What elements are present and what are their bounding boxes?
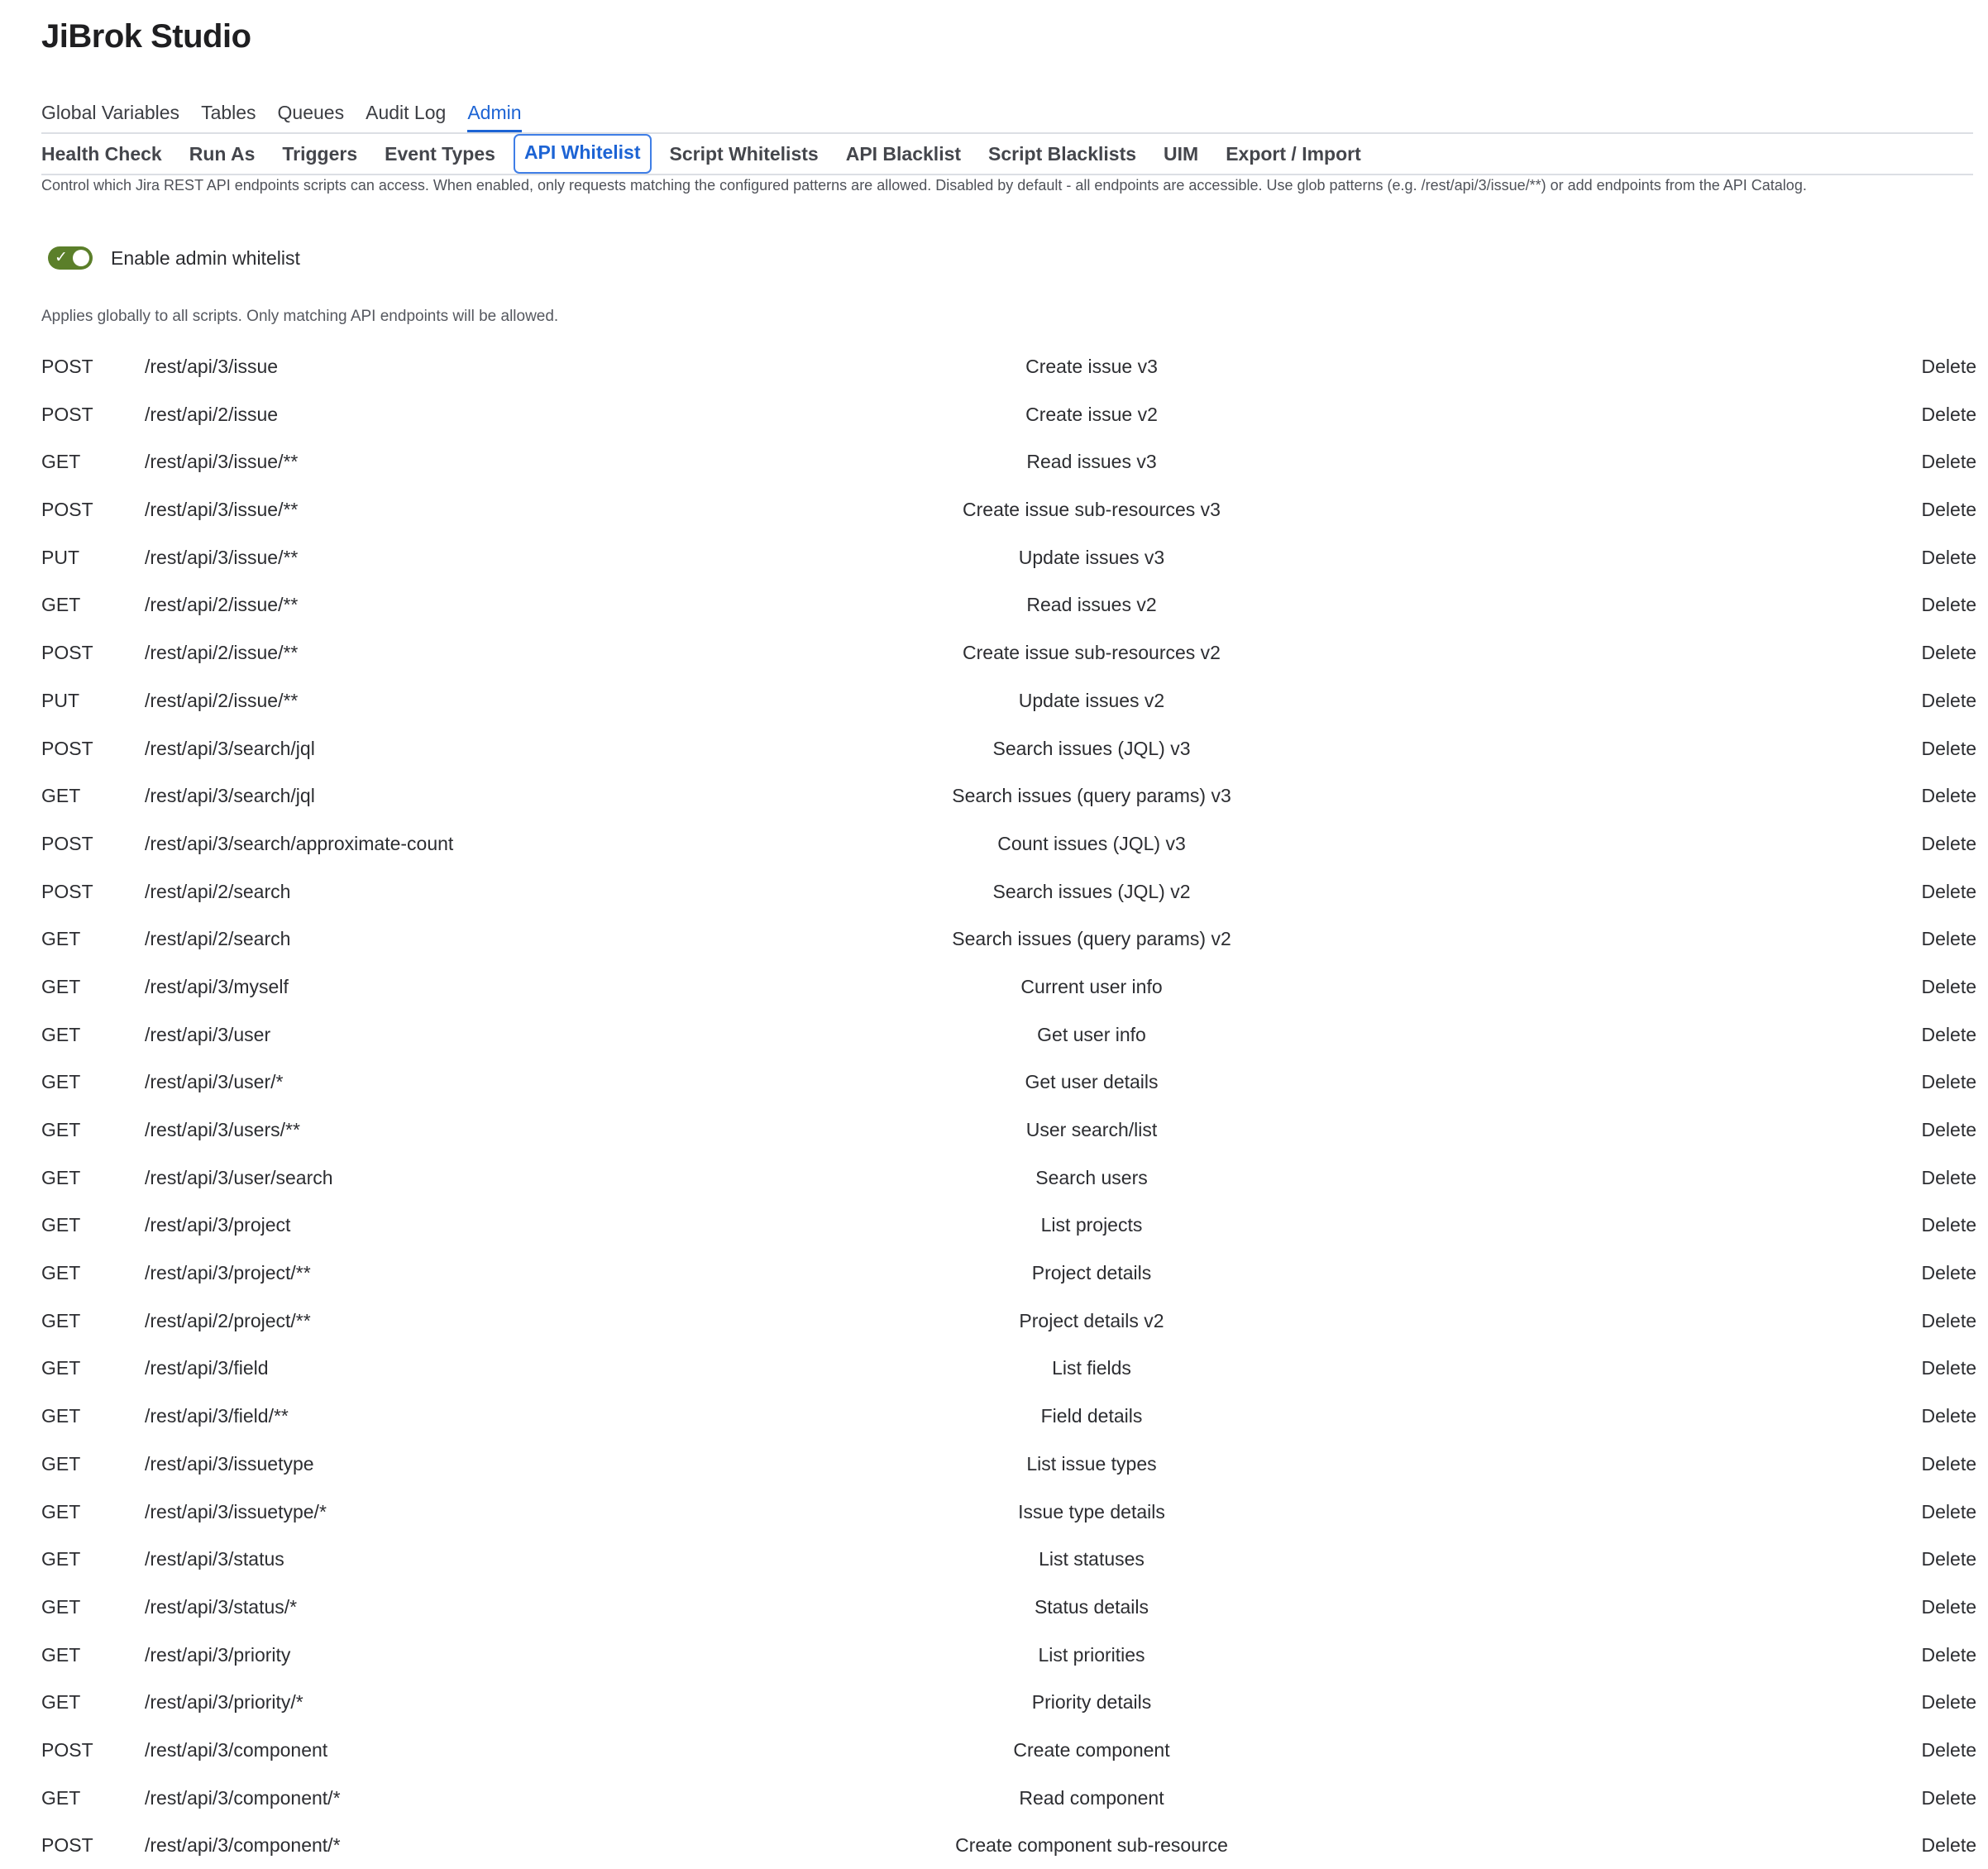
delete-button[interactable]: Delete: [1921, 928, 1976, 950]
subtab-run-as[interactable]: Run As: [189, 143, 256, 165]
endpoint-method: GET: [41, 975, 81, 997]
endpoint-path: /rest/api/3/component: [145, 1738, 328, 1761]
endpoint-path: /rest/api/3/component/*: [145, 1834, 341, 1857]
endpoint-method: POST: [41, 642, 93, 664]
endpoint-row: [41, 1678, 1976, 1726]
endpoint-path: /rest/api/3/field/**: [145, 1405, 289, 1427]
scope-note: Applies globally to all scripts. Only matching API endpoints will be allowed.: [41, 308, 559, 325]
endpoint-row: [41, 963, 1976, 1011]
endpoint-path: /rest/api/2/search: [145, 928, 291, 950]
endpoint-method: PUT: [41, 689, 79, 711]
endpoint-path: /rest/api/3/project/**: [145, 1262, 311, 1284]
endpoint-path: /rest/api/3/search/jql: [145, 785, 315, 807]
endpoint-row: [41, 1535, 1976, 1583]
subtab-event-types[interactable]: Event Types: [385, 143, 495, 165]
delete-button[interactable]: Delete: [1921, 451, 1976, 473]
endpoint-row: [41, 1154, 1976, 1202]
endpoint-method: GET: [41, 1357, 81, 1379]
endpoint-method: GET: [41, 1500, 81, 1522]
endpoint-description: Get user details: [1025, 1071, 1159, 1093]
endpoint-method: GET: [41, 1786, 81, 1809]
endpoint-description: Read issues v3: [1026, 451, 1157, 473]
endpoint-path: /rest/api/3/myself: [145, 975, 289, 997]
endpoint-list: [41, 342, 1976, 1869]
endpoint-method: GET: [41, 1405, 81, 1427]
delete-button[interactable]: Delete: [1921, 689, 1976, 711]
endpoint-path: /rest/api/3/users/**: [145, 1119, 300, 1140]
endpoint-description: Get user info: [1037, 1023, 1146, 1045]
endpoint-description: Count issues (JQL) v3: [997, 832, 1186, 854]
endpoint-method: POST: [41, 1738, 93, 1761]
endpoint-row: [41, 1344, 1976, 1392]
endpoint-path: /rest/api/3/issue/**: [145, 451, 299, 473]
endpoint-path: /rest/api/3/search/approximate-count: [145, 832, 454, 854]
endpoint-description: Create issue sub-resources v2: [963, 642, 1221, 664]
endpoint-row: [41, 868, 1976, 915]
endpoint-row: [41, 820, 1976, 868]
endpoint-row: [41, 1249, 1976, 1297]
delete-button[interactable]: Delete: [1921, 1357, 1976, 1379]
endpoint-method: POST: [41, 832, 93, 854]
delete-button[interactable]: Delete: [1921, 975, 1976, 997]
tab-tables[interactable]: Tables: [201, 102, 256, 123]
endpoint-path: /rest/api/3/user/*: [145, 1071, 284, 1093]
endpoint-row: [41, 1011, 1976, 1059]
endpoint-description: Field details: [1040, 1405, 1143, 1427]
endpoint-path: /rest/api/3/issue: [145, 356, 279, 377]
delete-button[interactable]: Delete: [1921, 1023, 1976, 1045]
endpoint-row: [41, 485, 1976, 533]
tab-audit-log[interactable]: Audit Log: [366, 102, 447, 123]
delete-button[interactable]: Delete: [1921, 642, 1976, 664]
endpoint-method: GET: [41, 1119, 81, 1140]
endpoint-row: [41, 1106, 1976, 1154]
endpoint-row: [41, 390, 1976, 438]
endpoint-method: GET: [41, 785, 81, 807]
endpoint-description: List statuses: [1039, 1548, 1145, 1570]
endpoint-path: /rest/api/3/project: [145, 1214, 291, 1236]
subtab-script-whitelists[interactable]: Script Whitelists: [669, 143, 819, 165]
endpoint-row: [41, 915, 1976, 963]
endpoint-description: Issue type details: [1018, 1500, 1165, 1522]
delete-button[interactable]: Delete: [1921, 1452, 1976, 1475]
delete-button[interactable]: Delete: [1921, 1834, 1976, 1857]
delete-button[interactable]: Delete: [1921, 1214, 1976, 1236]
enable-whitelist-toggle[interactable]: [48, 246, 93, 270]
tab-queues[interactable]: Queues: [277, 102, 345, 123]
primary-tabs: [41, 98, 1973, 134]
endpoint-method: POST: [41, 356, 93, 377]
endpoint-method: GET: [41, 594, 81, 616]
endpoint-description: List projects: [1040, 1214, 1143, 1236]
endpoint-row: [41, 533, 1976, 581]
endpoint-description: Current user info: [1020, 975, 1163, 997]
endpoint-row: [41, 1821, 1976, 1869]
endpoint-row: [41, 1058, 1976, 1106]
endpoint-method: GET: [41, 1023, 81, 1045]
endpoint-method: GET: [41, 928, 81, 950]
endpoint-description: Search issues (query params) v2: [952, 928, 1231, 950]
endpoint-method: GET: [41, 1452, 81, 1475]
toggle-label: Enable admin whitelist: [111, 246, 300, 269]
endpoint-row: [41, 1774, 1976, 1822]
endpoint-description: User search/list: [1025, 1119, 1158, 1140]
delete-button[interactable]: Delete: [1921, 1166, 1976, 1188]
endpoint-method: GET: [41, 1214, 81, 1236]
toggle-knob: [73, 250, 89, 266]
delete-button[interactable]: Delete: [1921, 1405, 1976, 1427]
delete-button[interactable]: Delete: [1921, 785, 1976, 807]
endpoint-path: /rest/api/3/user/search: [145, 1166, 333, 1188]
subtab-triggers[interactable]: Triggers: [282, 143, 358, 165]
endpoint-description: Project details v2: [1019, 1309, 1164, 1331]
endpoint-method: GET: [41, 1166, 81, 1188]
endpoint-path: /rest/api/2/issue: [145, 403, 279, 425]
endpoint-description: Search issues (query params) v3: [952, 785, 1231, 807]
endpoint-description: Search issues (JQL) v2: [992, 880, 1191, 902]
subtab-export-import[interactable]: Export / Import: [1226, 143, 1361, 165]
endpoint-path: /rest/api/3/user: [145, 1023, 271, 1045]
delete-button[interactable]: Delete: [1921, 880, 1976, 902]
endpoint-description: Create issue v2: [1025, 403, 1158, 425]
endpoint-row: [41, 1201, 1976, 1249]
delete-button[interactable]: Delete: [1921, 1738, 1976, 1761]
subtab-uim[interactable]: UIM: [1164, 143, 1199, 165]
delete-button[interactable]: Delete: [1921, 356, 1976, 377]
endpoint-description: Read issues v2: [1026, 594, 1157, 616]
endpoint-description: Create issue sub-resources v3: [963, 499, 1221, 521]
endpoint-description: List priorities: [1038, 1643, 1145, 1666]
endpoint-path: /rest/api/2/issue/**: [145, 594, 299, 616]
endpoint-path: /rest/api/3/component/*: [145, 1786, 341, 1809]
endpoint-method: GET: [41, 1071, 81, 1093]
delete-button[interactable]: Delete: [1921, 1595, 1976, 1618]
endpoint-description: Search issues (JQL) v3: [992, 737, 1191, 759]
endpoint-description: Read component: [1019, 1786, 1164, 1809]
endpoint-description: Create issue v3: [1025, 356, 1158, 377]
delete-button[interactable]: Delete: [1921, 403, 1976, 425]
endpoint-description: Update issues v2: [1018, 689, 1165, 711]
delete-button[interactable]: Delete: [1921, 1500, 1976, 1522]
subtab-api-whitelist[interactable]: API Whitelist: [514, 134, 652, 174]
delete-button[interactable]: Delete: [1921, 1309, 1976, 1331]
app-title: JiBrok Studio: [41, 18, 251, 55]
endpoint-method: PUT: [41, 546, 79, 568]
endpoint-method: GET: [41, 1643, 81, 1666]
delete-button[interactable]: Delete: [1921, 1119, 1976, 1140]
admin-subtabs: [41, 134, 1973, 175]
endpoint-path: /rest/api/2/project/**: [145, 1309, 311, 1331]
delete-button[interactable]: Delete: [1921, 546, 1976, 568]
endpoint-description: Create component: [1013, 1738, 1170, 1761]
endpoint-path: /rest/api/3/status/*: [145, 1595, 298, 1618]
endpoint-path: /rest/api/3/issuetype/*: [145, 1500, 327, 1522]
endpoint-description: Status details: [1034, 1595, 1149, 1618]
endpoint-row: [41, 1631, 1976, 1679]
endpoint-description: Create component sub-resource: [955, 1834, 1228, 1857]
endpoint-path: /rest/api/3/priority: [145, 1643, 291, 1666]
subtab-health-check[interactable]: Health Check: [41, 143, 162, 165]
endpoint-row: [41, 1488, 1976, 1536]
endpoint-method: POST: [41, 737, 93, 759]
endpoint-description: List fields: [1052, 1357, 1131, 1379]
endpoint-row: [41, 1297, 1976, 1345]
endpoint-method: POST: [41, 499, 93, 521]
endpoint-row: [41, 724, 1976, 772]
endpoint-path: /rest/api/2/search: [145, 880, 291, 902]
delete-button[interactable]: Delete: [1921, 1786, 1976, 1809]
whitelist-toggle-row: [48, 243, 300, 273]
endpoint-method: POST: [41, 880, 93, 902]
tab-admin[interactable]: Admin: [467, 98, 521, 132]
endpoint-method: GET: [41, 1595, 81, 1618]
delete-button[interactable]: Delete: [1921, 594, 1976, 616]
checkmark-icon: ✓: [55, 249, 68, 266]
endpoint-description: Priority details: [1031, 1691, 1152, 1714]
endpoint-method: POST: [41, 1834, 93, 1857]
delete-button[interactable]: Delete: [1921, 499, 1976, 521]
endpoint-description: Update issues v3: [1018, 546, 1165, 568]
endpoint-row: [41, 676, 1976, 724]
endpoint-row: [41, 772, 1976, 820]
endpoint-path: /rest/api/3/issuetype: [145, 1452, 314, 1475]
endpoint-description: List issue types: [1026, 1452, 1157, 1475]
delete-button[interactable]: Delete: [1921, 1262, 1976, 1284]
endpoint-path: /rest/api/3/field: [145, 1357, 269, 1379]
page-description: Control which Jira REST API endpoints scripts can access. When enabled, only requests matching the configured patterns are allowed. Disabled by default - all endpoints are accessible. Use glob patterns (e.g. /rest/api/3/issue/**) or add endpoints from the API Catalog.: [41, 177, 1807, 194]
endpoint-method: GET: [41, 1691, 81, 1714]
endpoint-method: GET: [41, 1309, 81, 1331]
delete-button[interactable]: Delete: [1921, 737, 1976, 759]
endpoint-path: /rest/api/3/priority/*: [145, 1691, 303, 1714]
endpoint-row: [41, 1726, 1976, 1774]
delete-button[interactable]: Delete: [1921, 1548, 1976, 1570]
subtab-api-blacklist[interactable]: API Blacklist: [845, 143, 962, 165]
endpoint-row: [41, 1583, 1976, 1631]
endpoint-method: GET: [41, 1262, 81, 1284]
endpoint-description: Search users: [1035, 1166, 1148, 1188]
endpoint-row: [41, 437, 1976, 485]
endpoint-row: [41, 629, 1976, 676]
endpoint-path: /rest/api/3/status: [145, 1548, 284, 1570]
endpoint-method: POST: [41, 403, 93, 425]
endpoint-method: GET: [41, 1548, 81, 1570]
endpoint-path: /rest/api/2/issue/**: [145, 689, 299, 711]
delete-button[interactable]: Delete: [1921, 1643, 1976, 1666]
endpoint-row: [41, 581, 1976, 629]
delete-button[interactable]: Delete: [1921, 1691, 1976, 1714]
endpoint-path: /rest/api/3/issue/**: [145, 546, 299, 568]
tab-global-variables[interactable]: Global Variables: [41, 102, 180, 123]
endpoint-path: /rest/api/3/issue/**: [145, 499, 299, 521]
delete-button[interactable]: Delete: [1921, 832, 1976, 854]
endpoint-description: Project details: [1031, 1262, 1152, 1284]
endpoint-row: [41, 1392, 1976, 1440]
endpoint-method: GET: [41, 451, 81, 473]
subtab-script-blacklists[interactable]: Script Blacklists: [988, 143, 1137, 165]
endpoint-path: /rest/api/3/search/jql: [145, 737, 315, 759]
endpoint-path: /rest/api/2/issue/**: [145, 642, 299, 664]
endpoint-row: [41, 1440, 1976, 1488]
delete-button[interactable]: Delete: [1921, 1071, 1976, 1093]
endpoint-row: [41, 342, 1976, 390]
